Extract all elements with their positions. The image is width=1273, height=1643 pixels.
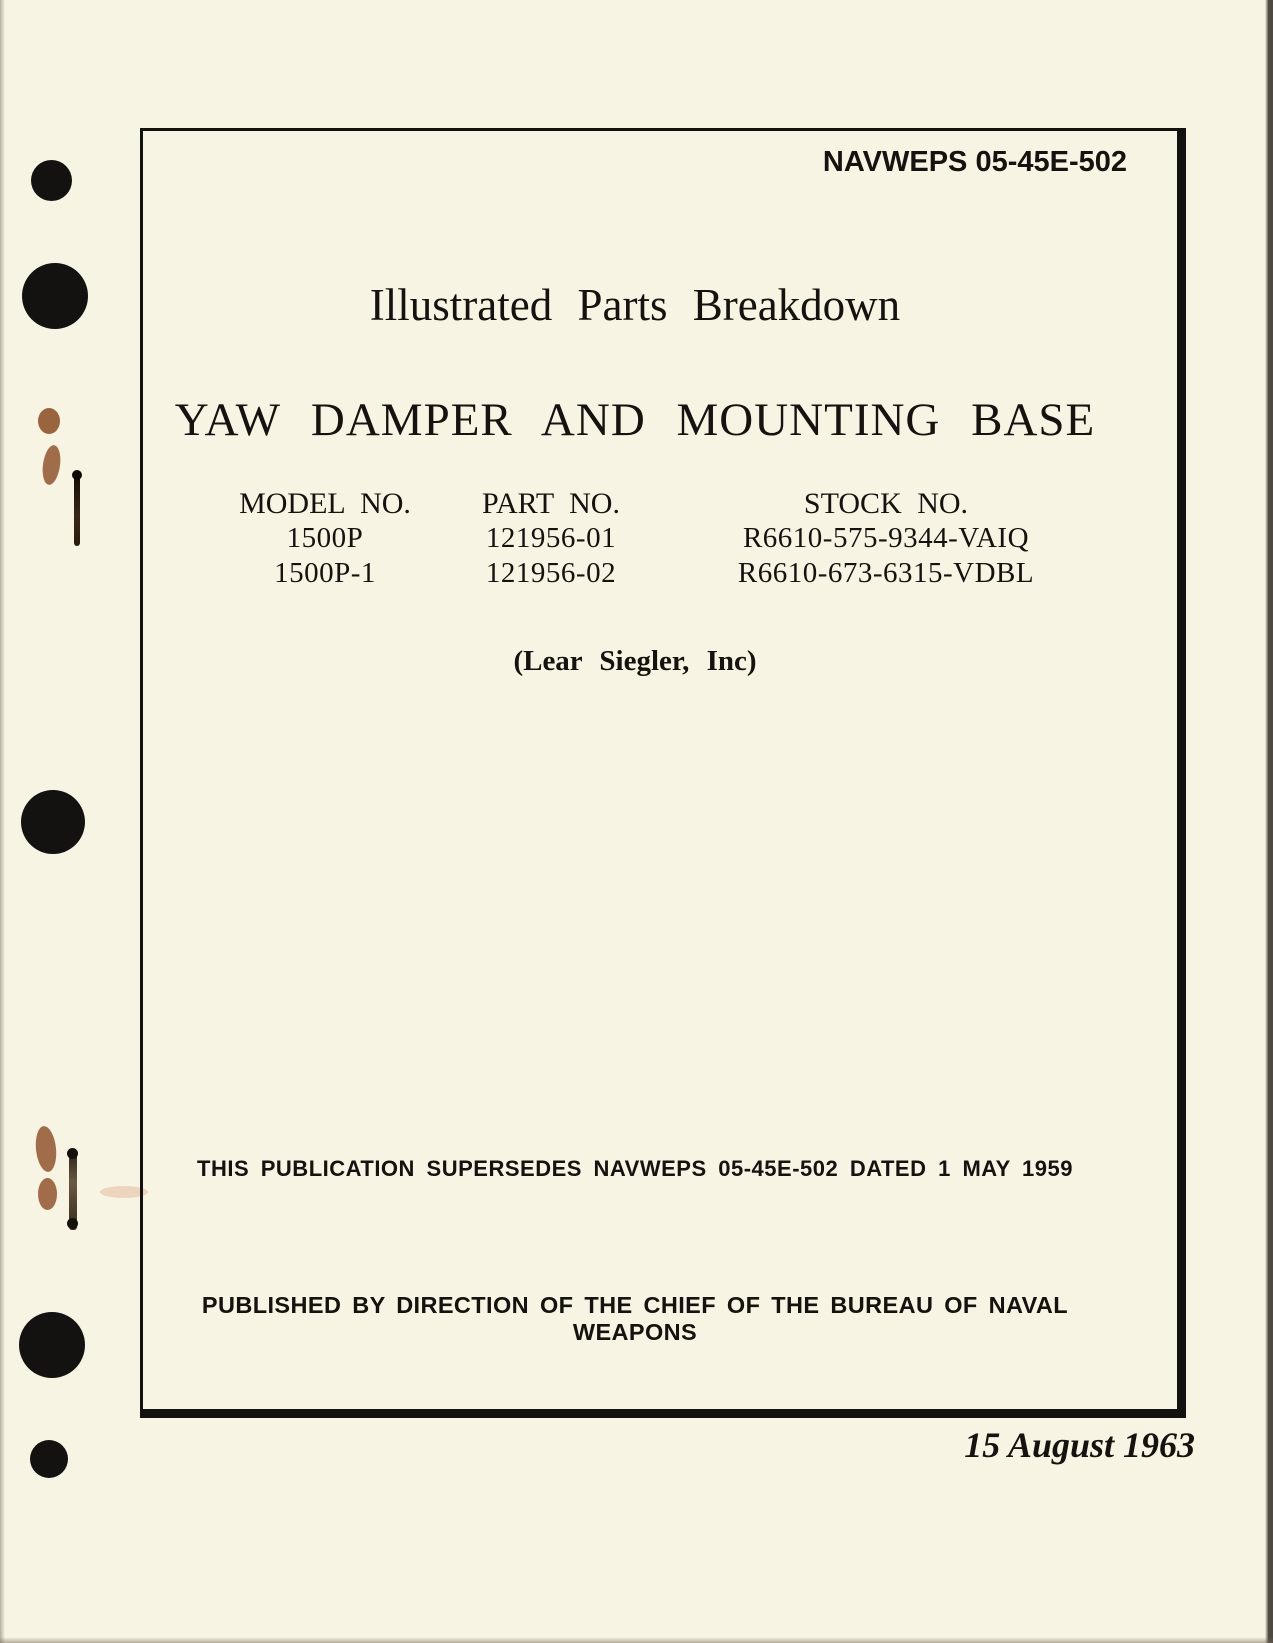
staple-mark [74,472,80,546]
manufacturer: (Lear Siegler, Inc) [513,645,757,677]
staple-mark [67,1148,78,1159]
rust-stain [34,1125,59,1173]
parts-table-column-part [431,486,671,591]
supersedes-note: THIS PUBLICATION SUPERSEDES NAVWEPS 05-45E-502 DATED 1 MAY 1959 [197,1156,1073,1181]
staple-mark [72,470,82,480]
staple-mark [67,1218,78,1229]
model-value: 1500P-1 [274,557,376,589]
column-header-stock: STOCK NO. [803,487,969,520]
scan-edge-left [0,0,5,1643]
stock-value: R6610-673-6315-VDBL [737,557,1035,589]
doc-number: NAVWEPS 05-45E-502 [822,146,1127,178]
page-border-frame [140,128,1186,1418]
hole-punch [19,1312,85,1378]
scan-edge-bottom [0,1637,1273,1643]
model-value: 1500P [286,522,364,554]
rust-stain [40,444,62,486]
parts-table-column-model [195,486,455,591]
page-title: YAW DAMPER AND MOUNTING BASE [174,394,1096,446]
rust-stain [38,1178,57,1210]
hole-punch [30,1440,68,1478]
scan-edge-right [1265,0,1273,1643]
part-value: 121956-01 [485,522,617,554]
hole-punch [22,263,88,329]
column-header-model: MODEL NO. [239,487,411,520]
publication-date: 15 August 1963 [964,1425,1195,1465]
subtitle: Illustrated Parts Breakdown [369,280,901,330]
published-by-note: PUBLISHED BY DIRECTION OF THE CHIEF OF THE BUREAU OF NAVAL WEAPONS [201,1292,1069,1345]
part-value: 121956-02 [485,557,617,589]
hole-punch [31,160,72,201]
hole-punch [21,790,85,854]
rust-stain [38,408,60,434]
stock-value: R6610-575-9344-VAIQ [742,522,1030,554]
column-header-part: PART NO. [482,487,620,520]
parts-table-column-stock [686,486,1086,591]
